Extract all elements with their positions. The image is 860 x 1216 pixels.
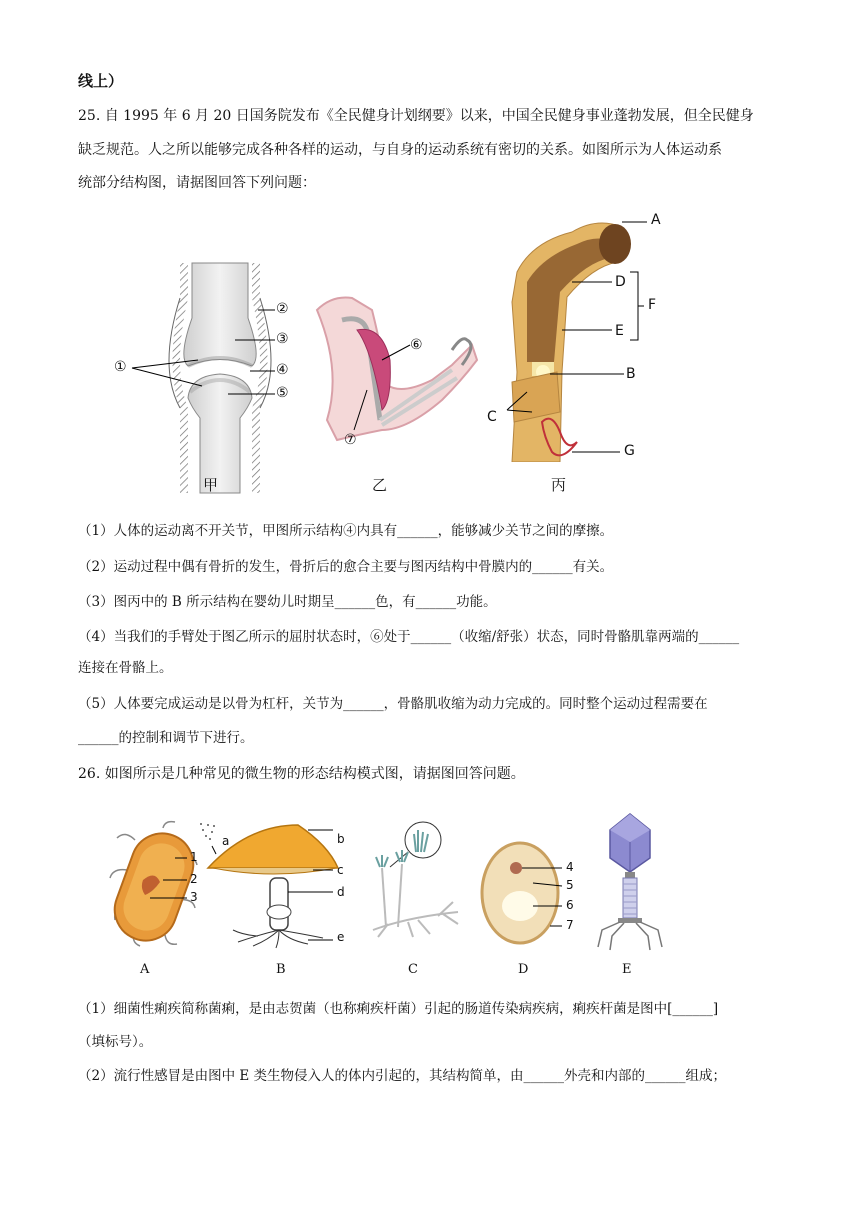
- b-marker-e: e: [337, 930, 345, 944]
- fig-label-D: D: [518, 962, 529, 977]
- figure-mold: [368, 812, 468, 942]
- q25-sub1: （1）人体的运动离不开关节，甲图所示结构④内具有______，能够减少关节之间的摩擦。: [78, 523, 614, 539]
- a-marker-3: 3: [190, 890, 198, 904]
- q25-intro-2: 缺乏规范。人之所以能够完成各种各样的运动，与自身的运动系统有密切的关系。如图所示为人体运动系: [78, 142, 722, 158]
- q25-sub4-2: 连接在骨骼上。: [78, 660, 173, 676]
- figure-long-bone: [482, 212, 662, 462]
- q25-sub3: （3）图丙中的 B 所示结构在婴幼儿时期呈______色，有______功能。: [78, 594, 497, 610]
- fig-label-B: B: [276, 962, 286, 977]
- bing-marker-F: F: [648, 297, 657, 313]
- bing-marker-D: D: [615, 274, 626, 290]
- yi-marker-7: ⑦: [344, 432, 357, 448]
- d-marker-6: 6: [566, 898, 574, 912]
- d-marker-7: 7: [566, 918, 574, 932]
- b-marker-d: d: [337, 885, 345, 899]
- b-marker-b: b: [337, 832, 345, 846]
- q26-sub1-2: （填标号）。: [78, 1034, 153, 1050]
- jia-marker-5: ⑤: [276, 385, 289, 401]
- jia-marker-2: ②: [276, 301, 289, 317]
- fig-label-E: E: [622, 962, 632, 977]
- q25-sub5-1: （5）人体要完成运动是以骨为杠杆，关节为______，骨骼肌收缩为动力完成的。同时整个运动过程需要在: [78, 696, 708, 712]
- bing-marker-E: E: [615, 323, 624, 339]
- bing-marker-B: B: [626, 366, 636, 382]
- jia-marker-1: ①: [114, 359, 127, 375]
- yi-marker-6: ⑥: [410, 337, 423, 353]
- a-marker-2: 2: [190, 872, 198, 886]
- fig-label-jia: 甲: [203, 476, 219, 494]
- figure-joint: [110, 258, 310, 498]
- a-marker-1: 1: [190, 850, 198, 864]
- bing-marker-A: A: [651, 212, 661, 228]
- d-marker-5: 5: [566, 878, 574, 892]
- fig-label-C: C: [408, 962, 418, 977]
- figure-arm: [312, 290, 482, 450]
- bing-marker-G: G: [624, 443, 635, 459]
- fig-label-A: A: [140, 962, 150, 977]
- figure-mushroom: [198, 820, 348, 950]
- q26-sub1-1: （1）细菌性痢疾简称菌痢，是由志贺菌（也称痢疾杆菌）引起的肠道传染病疾病，痢疾杆菌是图中[______]: [78, 1001, 719, 1017]
- q25-sub5-2: ______的控制和调节下进行。: [78, 730, 254, 746]
- bing-marker-C: C: [487, 409, 497, 425]
- q25-intro-1: 25. 自 1995 年 6 月 20 日国务院发布《全民健身计划纲要》以来，中国全民健身事业蓬勃发展，但全民健身: [78, 108, 754, 124]
- b-marker-a: a: [222, 834, 230, 848]
- q25-sub2: （2）运动过程中偶有骨折的发生，骨折后的愈合主要与图丙结构中骨膜内的______有关。: [78, 559, 614, 575]
- figure-virus: [590, 812, 670, 952]
- q25-intro-3: 统部分结构图，请据图回答下列问题：: [78, 175, 316, 191]
- header-fragment: 线上）: [78, 72, 124, 90]
- q26-sub2: （2）流行性感冒是由图中 E 类生物侵入人的体内引起的，其结构简单，由______外壳和内部的______组成；: [78, 1068, 727, 1084]
- jia-marker-3: ③: [276, 331, 289, 347]
- d-marker-4: 4: [566, 860, 574, 874]
- q25-sub4-1: （4）当我们的手臂处于图乙所示的屈肘状态时，⑥处于______（收缩/舒张）状态，同时骨骼肌靠两端的______: [78, 629, 740, 645]
- q26-intro: 26. 如图所示是几种常见的微生物的形态结构模式图，请据图回答问题。: [78, 766, 525, 782]
- jia-marker-4: ④: [276, 362, 289, 378]
- b-marker-c: c: [337, 863, 344, 877]
- fig-label-bing: 丙: [551, 476, 567, 494]
- fig-label-yi: 乙: [372, 476, 388, 494]
